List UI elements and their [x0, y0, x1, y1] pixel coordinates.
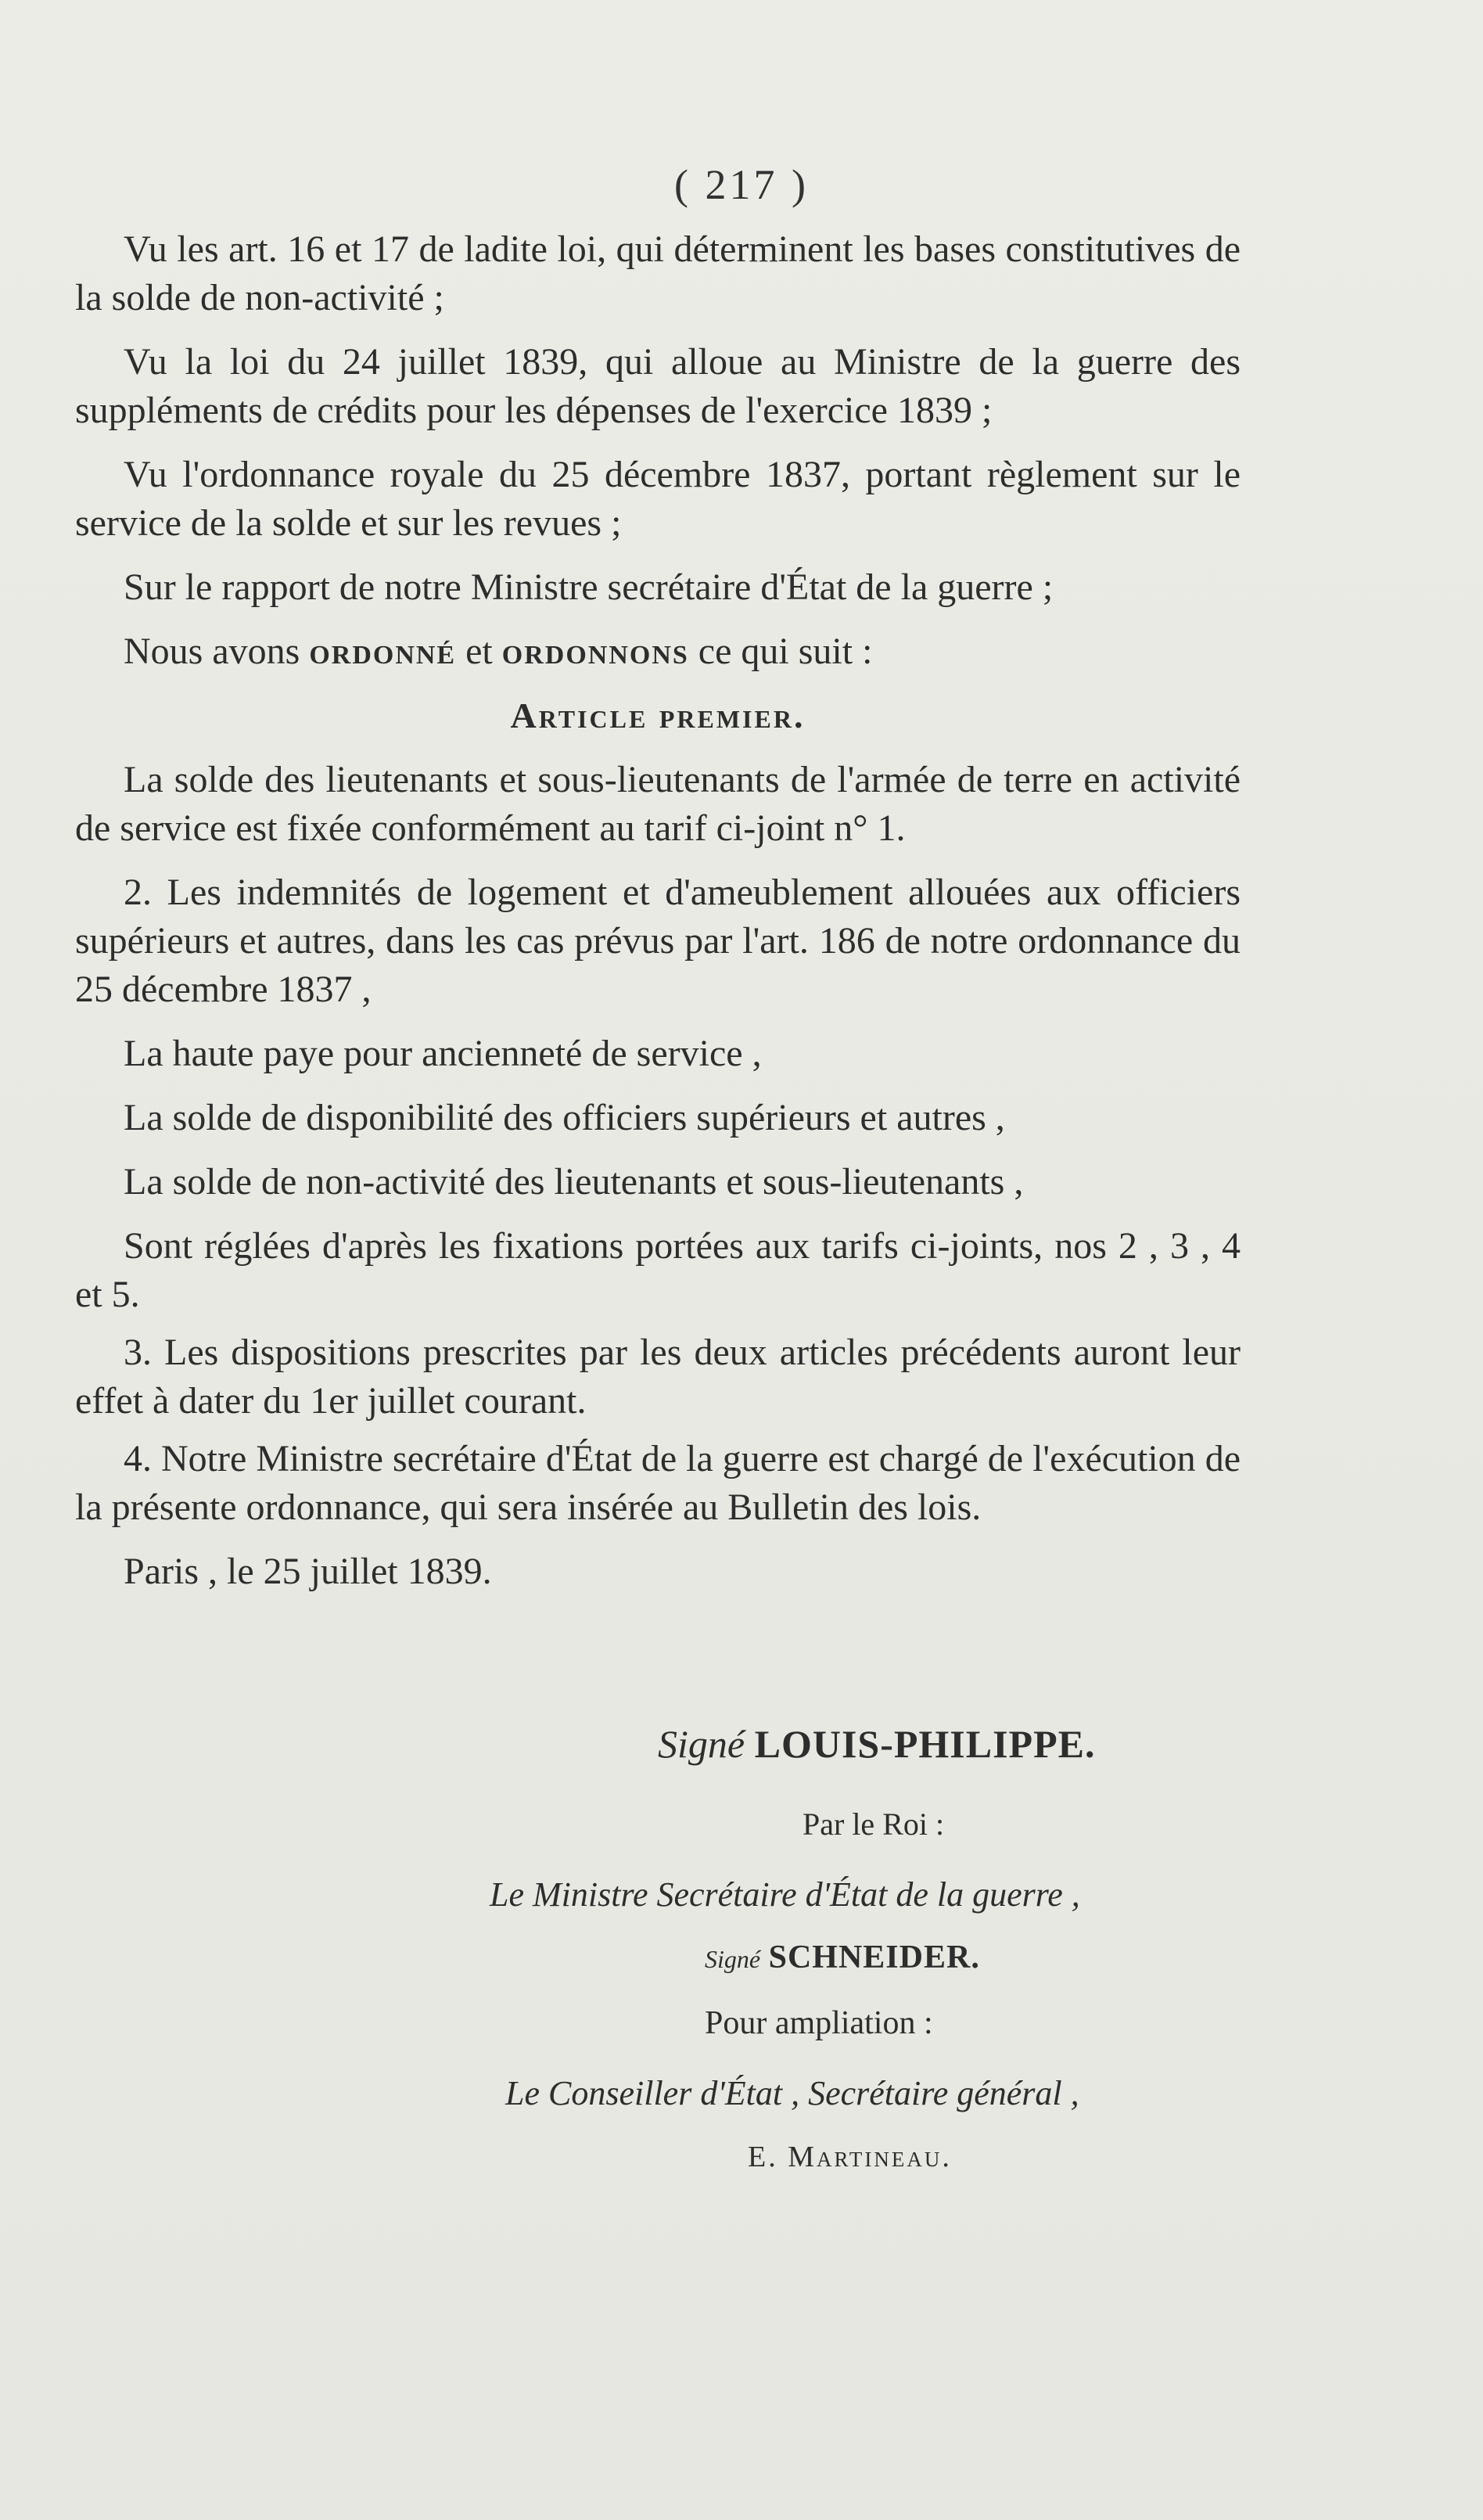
page-number: ( 217 ) — [674, 161, 809, 208]
paragraph-vu-ordonnance: Vu l'ordonnance royale du 25 décembre 1837, portant règlement sur le service de la solde et sur les revues ; — [75, 454, 1241, 544]
paragraph-date: Paris , le 25 juillet 1839. — [124, 1551, 492, 1592]
paragraph-sur-le-rapport: Sur le rapport de notre Ministre secrétaire d'État de la guerre ; — [124, 566, 1054, 608]
king-name: LOUIS-PHILIPPE. — [754, 1722, 1096, 1766]
paragraph-solde-disponibilite: La solde de disponibilité des officiers supérieurs et autres , — [124, 1097, 1005, 1138]
signe-label-minister: Signé — [705, 1945, 761, 1973]
paragraph-vu-articles: Vu les art. 16 et 17 de ladite loi, qui déterminent les bases constitutives de la solde de non-activité ; — [75, 228, 1241, 318]
ministre-title: Le Ministre Secrétaire d'État de la guerre , — [490, 1875, 1080, 1914]
par-le-roi: Par le Roi : — [803, 1806, 945, 1842]
article-heading: Article premier. — [510, 696, 806, 735]
paragraph-article-4: 4. Notre Ministre secrétaire d'État de la guerre est chargé de l'exécution de la présente ordonnance, qui sera insérée au Bulletin des lois. — [75, 1438, 1241, 1528]
minister-name: SCHNEIDER. — [768, 1939, 980, 1975]
conseiller-title: Le Conseiller d'État , Secrétaire général , — [505, 2074, 1079, 2112]
paragraph-article-1: La solde des lieutenants et sous-lieutenants de l'armée de terre en activité de service est fixée conformément au tarif ci-joint n° 1. — [75, 759, 1241, 849]
signe-label-king: Signé — [658, 1722, 745, 1766]
pour-ampliation: Pour ampliation : — [705, 2005, 933, 2041]
martineau-name: E. Martineau. — [748, 2141, 952, 2173]
paragraph-article-2: 2. Les indemnités de logement et d'ameublement allouées aux officiers supérieurs et autres, dans les cas prévus par l'art. 186 de notre ordonnance du 25 décembre 1837 , — [75, 872, 1241, 1010]
document-body — [75, 225, 1241, 1612]
signature-minister — [705, 1939, 980, 1976]
signature-king — [658, 1721, 1096, 1767]
paragraph-vu-loi: Vu la loi du 24 juillet 1839, qui alloue au Ministre de la guerre des suppléments de crédits pour les dépenses de l'exercice 1839 ; — [75, 341, 1241, 431]
ce-qui-suit-text: ce qui suit : — [698, 631, 873, 672]
paragraph-article-3: 3. Les dispositions prescrites par les deux articles précédents auront leur effet à dater du 1er juillet courant. — [75, 1332, 1241, 1422]
et-word: et — [465, 631, 493, 672]
ordonne-word: ordonné — [309, 631, 457, 672]
paragraph-haute-paye: La haute paye pour ancienneté de service , — [124, 1033, 762, 1074]
paragraph-nous-avons — [75, 627, 1241, 676]
paragraph-solde-non-activite: La solde de non-activité des lieutenants et sous-lieutenants , — [124, 1161, 1024, 1202]
nous-avons-text: Nous avons — [124, 631, 300, 672]
ordonnons-word: ordonnons — [501, 631, 689, 672]
paragraph-sont-reglees: Sont réglées d'après les fixations portées aux tarifs ci-joints, nos 2 , 3 , 4 et 5. — [75, 1225, 1241, 1315]
